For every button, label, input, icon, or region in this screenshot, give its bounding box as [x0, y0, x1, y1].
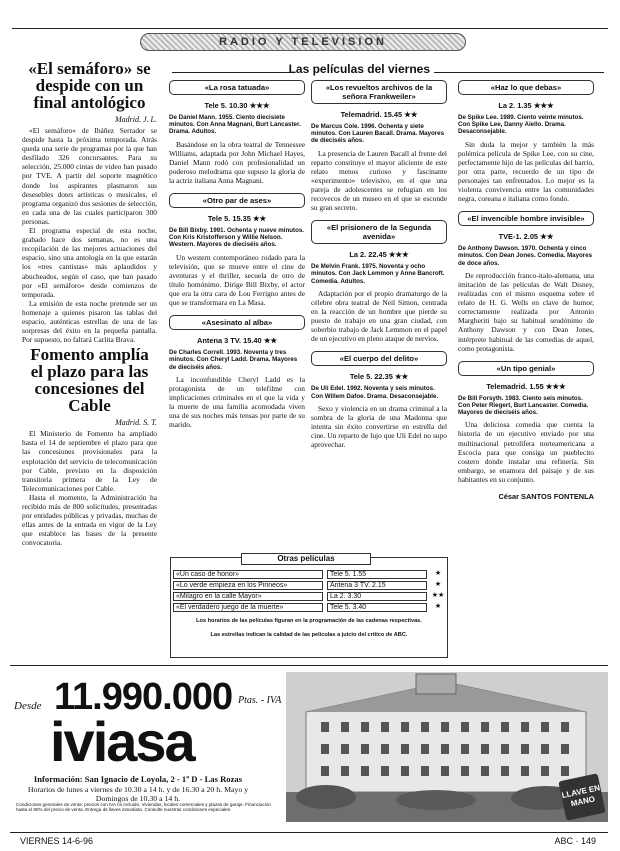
movie-title: «El prisionero de la Segunda avenida» — [311, 220, 447, 244]
ad-info-hours: Horarios de lunes a viernes de 10.30 a 14 h. y de 16.30 a 20 h. Mayo y Domingos de 10.30 a 14 h. — [27, 784, 249, 803]
movie-review — [169, 253, 305, 308]
movie-review — [169, 140, 305, 185]
movie-title: «Asesinato al alba» — [169, 315, 305, 330]
movie-credits: De Uli Edel. 1992. Noventa y seis minutos. Con Willem Dafoe. Drama. Desaconsejable. — [311, 385, 439, 400]
article2-body — [22, 429, 157, 547]
movie-entry — [311, 351, 447, 449]
movie-review — [458, 140, 594, 204]
article1-body — [22, 126, 157, 344]
channel-time: La 2. 1.35 — [498, 101, 532, 110]
article2-headline: Fomento amplía el plazo para las concesiones del Cable — [30, 345, 149, 416]
list-item-stars: ★ — [434, 603, 442, 610]
article2-byline: Madrid. S. T. — [115, 418, 157, 428]
list-item-stars: ★★ — [431, 592, 445, 599]
list-item-channel: Antena 3 TV. 2.15 — [327, 581, 427, 590]
movie-review — [311, 289, 447, 344]
list-footnote: Las estrellas indican la calidad de las películas a juicio del crítico de ABC. — [210, 632, 408, 638]
movie-channel — [169, 101, 305, 110]
movie-review — [458, 420, 594, 484]
review-paragraph: Adaptación por el propio dramaturgo de la célebre obra teatral de Neil Simon, centrada en la reacción de un hombre que pierde su puesto de trabajo en una gran ciudad, con soberbio trabajo de Jack Lemmon en el papel de un ejecutivo en pleno ataque de nervios. — [311, 288, 447, 344]
article2-paragraph: El Ministerio de Fomento ha ampliado hasta el 14 de septiembre el plazo para que las concesiones provisionales para la explotación del servicio de telecomunicación por Cable, previsto en la disposición transitoria primera de la Ley de Telecomunicaciones por Cable. — [22, 429, 157, 493]
list-item-title: «Un caso de honor» — [173, 570, 323, 579]
movie-entry — [169, 80, 305, 185]
article1-headline: «El semáforo» se despide con un final antológico — [28, 59, 151, 112]
channel-time: Tele 5. 22.35 — [349, 372, 393, 382]
other-films-box — [170, 554, 448, 658]
rating-stars: ★★ — [394, 372, 409, 382]
movie-entry — [169, 193, 305, 307]
channel-time: Telemadrid. 15.45 — [340, 110, 403, 119]
movie-title: «La rosa tatuada» — [169, 80, 305, 95]
article1-paragraph: La emisión de esta noche pretende ser un homenaje a quienes pisaron las tablas del espacio, auténticas estrellas de una de las sorpresas del éxito en la pequeña pantalla. Por supuesto, no faltará Carlita Brava. — [22, 298, 157, 345]
movie-entry — [458, 361, 594, 501]
movie-credits: De Daniel Mann. 1955. Ciento diecisiete minutos. Con Anna Magnani, Burt Lancaster. Drama. Adultos. — [169, 114, 301, 136]
movie-channel — [169, 214, 305, 223]
ad-desde: Desde — [14, 700, 42, 712]
rating-stars: ★★ — [404, 110, 418, 119]
list-footnote: Los horarios de las películas figuran en la programación de las cadenas respectivas. — [196, 618, 422, 624]
list-item — [173, 592, 445, 601]
movie-title: «Los revueltos archivos de la señora Frankweiler» — [311, 80, 447, 104]
footer-page-number: ABC · 149 — [554, 836, 596, 846]
article1-paragraph: «El semáforo» de Ibáñez Serrador se despide hasta la próxima temporada. Atrás queda una serie de programas por la que han desfilado 326 concursantes. Para su selección, 25.000 cintas de video han pasado por TVE. A partir del soporte magnético donde los aspirantes plasmaron sus desesebles dotes artísticas o musicales, el programa organizó dos sesiones de selección, en cada una de las cuales participaron 300 personas. — [22, 126, 157, 226]
review-paragraph: De reproducción franco-italo-alemana, una imitación de las películas de Walt Disney, realizadas con el mismo esquema sobre el relato de H. G. Wells en clave de humor, correctamente realizada por Antonio Margheriti bajo su habitual seudónimo de Anthony Dawson y con Dean Jones, intérprete habitual de las comedias de aquel, como protagonista. — [458, 270, 594, 353]
rating-stars: ★★★ — [388, 250, 409, 260]
movie-title: «El invencible hombre invisible» — [458, 211, 594, 226]
article2-paragraph: Hasta el momento, la Administración ha recibido más de 800 solicitudes, presentadas por entidades públicas y privadas, muchas de ellas antes de la entrada en vigor de la Ley que establece las bases de la presente convocatoria. — [22, 492, 157, 548]
list-item-title: «Lo verde empieza en los Pirineos» — [173, 581, 323, 590]
movie-title: «El cuerpo del delito» — [311, 351, 447, 366]
rating-stars: ★★ — [263, 336, 277, 346]
channel-time: Antena 3 TV. 15.40 — [197, 336, 262, 346]
rating-stars: ★★★ — [533, 101, 554, 110]
ad-info-address: Información: San Ignacio de Loyola, 2 - 1º D - Las Rozas — [33, 774, 243, 784]
list-item-title: «Milagro en la calle Mayor» — [173, 592, 323, 601]
ad-info — [12, 775, 264, 804]
movie-channel — [458, 382, 594, 391]
section-title-rule-right — [434, 72, 604, 73]
movie-title: «Un tipo genial» — [458, 361, 594, 376]
critic-signature: César SANTOS FONTENLA — [498, 491, 594, 501]
movie-entry — [169, 315, 305, 429]
page-footer — [10, 832, 608, 846]
ad-price-suffix: Ptas. - IVA — [238, 695, 282, 706]
movie-title: «Otro par de ases» — [169, 193, 305, 208]
article1-paragraph: El programa especial de esta noche, grabado hace dos semanas, no es una recopilación de las mejores actuaciones del espacio, sino una antología en la que estarán los «tres cantistas» más aplaudidos y abucheados, según el caso, que han pasado por «El semáforo» desde comienzos de temporada. — [22, 226, 157, 299]
movie-review — [458, 271, 594, 353]
section-title: Las películas del viernes — [288, 62, 430, 76]
rating-stars: ★★★ — [545, 381, 566, 391]
movie-credits: De Anthony Dawson. 1970. Ochenta y cinco minutos. Con Dean Jones. Comedia. Mayores de doce años. — [458, 245, 593, 267]
rating-stars: ★★★ — [249, 101, 270, 110]
list-item-channel: La 2. 3.30 — [327, 592, 427, 601]
movie-credits: De Spike Lee. 1989. Ciento veinte minutos. Con Spike Lee, Danny Aiello. Drama. Desaconsejable. — [458, 114, 584, 136]
movie-credits: De Melvin Frank. 1975. Noventa y ocho minutos. Con Jack Lemmon y Anne Bancroft. Comedia. Adultos. — [311, 263, 445, 285]
movie-title: «Haz lo que debas» — [458, 80, 594, 95]
rating-stars: ★★ — [540, 232, 554, 242]
list-item-stars: ★ — [434, 570, 442, 577]
ad-price: 11.990.000 — [54, 676, 233, 718]
building-photo — [286, 672, 608, 822]
movie-credits: De Marcus Cole. 1996. Ochenta y siete minutos. Con Lauren Bacall. Drama. Mayores de dieciséis años. — [311, 123, 445, 145]
list-item-channel: Tele 5. 3.40 — [327, 603, 427, 612]
list-item — [173, 603, 445, 612]
channel-time: La 2. 22.45 — [349, 250, 387, 260]
list-item — [173, 581, 445, 590]
list-item — [173, 570, 445, 579]
movies-column-1 — [169, 80, 305, 437]
footer-date: VIERNES 14-6-96 — [20, 836, 94, 846]
section-masthead: RADIO Y TELEVISION — [140, 33, 466, 51]
movie-channel — [311, 110, 447, 119]
building-illustration — [286, 672, 608, 822]
movie-credits: De Bill Bixby. 1991. Ochenta y nueve minutos. Con Kris Kristofferson y Willie Nelson. Western. Mayores de dieciséis años. — [169, 227, 305, 249]
review-paragraph: Sin duda la mejor y también la más polémica película de Spike Lee, con su cine, perfectamente hijo de las películas del barrio, por otra parte, recuerdo de un tipo de personajes tan enfrentados. Lo mejor es la violenta convivencia entre las comunidades negra, coreana e italiana como fondo. — [458, 139, 594, 204]
list-item-title: «El verdadero juego de la muerte» — [173, 603, 323, 612]
movie-entry — [311, 80, 447, 212]
movie-credits: De Charles Correll. 1993. Noventa y tres minutos. Con Cheryl Ladd. Drama. Mayores de dieciséis años. — [169, 349, 298, 371]
list-item-channel: Tele 5. 1.55 — [327, 570, 427, 579]
review-paragraph: Un western contemporáneo rodado para la televisión, que se mueve entre el cine de aventuras y el thriller, secuela de otro de título homónimo. Dirige Bill Bixby, el actor que era la otra cara de Lou Ferrigno antes de que se transformara en La Masa. — [169, 252, 305, 308]
movie-channel — [311, 372, 447, 381]
channel-time: Telemadrid. 1.55 — [486, 381, 544, 391]
movie-review — [311, 149, 447, 213]
channel-time: Tele 5. 10.30 — [204, 101, 248, 110]
other-films-heading: Otras películas — [241, 553, 371, 565]
movie-channel — [169, 336, 305, 345]
review-paragraph: Basándose en la obra teatral de Tennessee Williams, adaptada por John Michael Hayes, Daniel Mann rodó con profesionalidad un poderoso melodrama que supuso la gloria de la actriz italiana Anna Magnani. — [169, 139, 305, 185]
article1-byline: Madrid. J. L. — [115, 115, 157, 124]
review-paragraph: La inconfundible Cheryl Ladd es la protagonista de un telefilme con implicaciones criminales en el que la vida y la muerte de una familia acomodada viven una de sus noches más tensas por parte de su marido. — [169, 374, 305, 430]
ad-fine-print: Condiciones generales de venta: precios con IVA no incluido. Viviendas, locales comerciales y plazas de garaje. Financiación hasta el 80% del precio de venta. Entrega de llaves inmediata. Consulte nuestras condiciones especiales. — [16, 802, 271, 813]
movie-channel — [458, 232, 594, 241]
movie-entry — [458, 211, 594, 352]
movie-credits: De Bill Forsyth. 1983. Ciento seis minutos. Con Peter Riegert, Burt Lancaster. Comedia. Mayores de dieciséis años. — [458, 394, 589, 417]
channel-time: TVE-1. 2.05 — [498, 232, 539, 242]
movie-review — [169, 375, 305, 430]
review-paragraph: Una deliciosa comedia que cuenta la historia de un ejecutivo enviado por una multinacional petrolífera norteamericana a Escocia para que consiga un pueblecito costero donde instalar una refinería. Sin embargo, se enamora del paisaje y de sus habitantes en su conjunto. — [458, 420, 594, 484]
movie-entry — [458, 80, 594, 203]
list-item-stars: ★ — [434, 581, 442, 588]
movie-entry — [311, 220, 447, 343]
rating-stars: ★★ — [252, 214, 267, 224]
review-paragraph: La presencia de Lauren Bacall al frente del reparto constituye el mayor aliciente de este relato menos curioso y fascinante «experimento» televisivo, en el que una pareja de adolescentes se refugian en los recovecos de un museo en el que se esconde su gran secreto. — [311, 148, 447, 213]
ad-sticker: LLAVE EN MANO — [558, 773, 605, 820]
ad-brand-logo: iviasa — [50, 710, 194, 773]
movie-channel — [458, 101, 594, 110]
movie-channel — [311, 250, 447, 259]
left-column — [22, 58, 157, 547]
movies-column-3 — [458, 80, 594, 501]
movie-review — [311, 404, 447, 449]
review-paragraph: Sexo y violencia en un drama criminal a la sombra de la gloria de una Madonna que intenta sin éxito convertirse en estrella del cine. Un reparto de lujo que Uli Edel no supo aprovechar. — [311, 403, 447, 450]
movies-column-2 — [311, 80, 447, 457]
channel-time: Tele 5. 15.35 — [207, 214, 251, 224]
